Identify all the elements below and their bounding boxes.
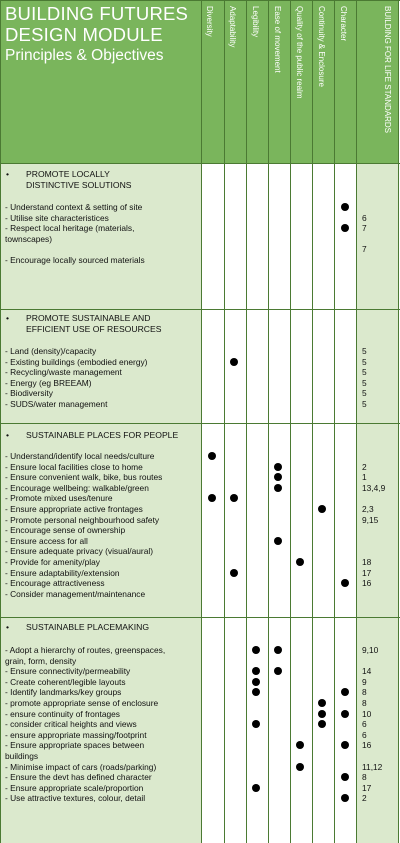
section-cell-bg <box>335 617 356 843</box>
bfl-standard-value: 6 <box>362 729 367 740</box>
col-head-diversity: Diversity <box>205 6 214 37</box>
criteria-dot <box>274 484 282 492</box>
criteria-dot <box>208 452 216 460</box>
objective-row: - Existing buildings (embodied energy) <box>5 356 148 367</box>
bfl-standard-value: 9,15 <box>362 514 379 525</box>
bfl-standard-value: 5 <box>362 377 367 388</box>
section-cell-bg <box>202 163 224 309</box>
bfl-standard-value: 16 <box>362 740 372 751</box>
objective-row: buildings <box>5 751 39 761</box>
objective-row: - Biodiversity <box>5 388 53 399</box>
objective-row: - Energy (eg BREEAM) <box>5 377 92 388</box>
section-cell-bg <box>269 309 290 423</box>
objective-row: - Promote personal neighbourhood safety <box>5 514 160 525</box>
section-cell-bg <box>202 309 224 423</box>
section-cell-bg <box>202 617 224 843</box>
objective-row: - Encourage wellbeing: walkable/green <box>5 482 149 493</box>
objective-row: - Adopt a hierarchy of routes, greenspaces, <box>5 645 166 655</box>
objective-row: townscapes) <box>5 233 53 244</box>
bullet: • <box>6 169 10 179</box>
section-cell-bg <box>247 309 268 423</box>
section-cell-bg <box>291 309 312 423</box>
objective-row: - Encourage sense of ownership <box>5 525 126 536</box>
section-cell-bg <box>247 163 268 309</box>
section-title-line: DISTINCTIVE SOLUTIONS <box>26 179 132 190</box>
objective-row: - ensure appropriate massing/footprint <box>5 729 147 740</box>
bfl-standard-value: 16 <box>362 578 372 589</box>
criteria-dot <box>252 784 260 792</box>
section-cell-bg <box>291 163 312 309</box>
bullet: • <box>6 313 10 323</box>
criteria-dot <box>230 569 238 577</box>
objective-row: - Ensure adaptability/extension <box>5 567 120 578</box>
bfl-standard-value: 7 <box>362 223 367 234</box>
bfl-standard-value: 8 <box>362 698 367 708</box>
col-head-public-realm: Quality of the public realm <box>295 6 304 99</box>
objective-row: - consider critical heights and views <box>5 719 137 730</box>
objective-row: - Encourage attractiveness <box>5 578 105 589</box>
section-cell-bg <box>313 617 334 843</box>
section-cell-bg <box>225 423 246 617</box>
criteria-dot <box>318 505 326 513</box>
objective-row: grain, form, density <box>5 655 77 666</box>
criteria-dot <box>296 763 304 771</box>
objective-row: - Ensure the devt has defined character <box>5 772 152 783</box>
criteria-dot <box>274 646 282 654</box>
title-line-1: BUILDING FUTURES <box>5 3 189 24</box>
section-cell-bg <box>247 423 268 617</box>
section-cell-bg <box>225 309 246 423</box>
section-cell-bg <box>291 423 312 617</box>
section-title-line: EFFICIENT USE OF RESOURCES <box>26 323 162 334</box>
criteria-dot <box>252 678 260 686</box>
bfl-standard-value: 17 <box>362 782 372 793</box>
bfl-standard-value: 18 <box>362 557 372 567</box>
bfl-standard-value: 10 <box>362 708 372 719</box>
section-title-line: SUSTAINABLE PLACES FOR PEOPLE <box>26 430 179 440</box>
objective-row: - Use attractive textures, colour, detail <box>5 793 146 804</box>
criteria-dot <box>318 699 326 707</box>
objective-row: - Land (density)/capacity <box>5 346 97 356</box>
section-cell-bg <box>335 423 356 617</box>
objective-row: - Understand context & setting of site <box>5 202 143 212</box>
criteria-dot <box>318 710 326 718</box>
criteria-dot <box>230 358 238 366</box>
section-cell-bg <box>313 163 334 309</box>
bfl-standard-value: 11,12 <box>362 761 383 772</box>
section-cell-bg <box>335 309 356 423</box>
col-head-adaptability: Adaptability <box>228 6 237 48</box>
bfl-standard-value: 9 <box>362 676 367 687</box>
objective-row: - Provide for amenity/play <box>5 557 100 567</box>
bullet: • <box>6 430 10 440</box>
objective-row: - Minimise impact of cars (roads/parking) <box>5 761 157 772</box>
objective-row: - Identify landmarks/key groups <box>5 687 122 698</box>
bfl-standard-value: 2 <box>362 793 367 804</box>
criteria-dot <box>296 558 304 566</box>
objective-row: - Understand/identify local needs/culture <box>5 451 155 461</box>
objective-row: - Promote mixed uses/tenure <box>5 493 113 504</box>
section-title-line: PROMOTE SUSTAINABLE AND <box>26 313 151 323</box>
objective-row: - Ensure convenient walk, bike, bus routes <box>5 472 163 483</box>
objective-row: - Ensure appropriate scale/proportion <box>5 782 144 793</box>
objective-row: - SUDS/water management <box>5 399 108 409</box>
bfl-standard-value: 6 <box>362 719 367 730</box>
subtitle: Principles & Objectives <box>5 47 164 64</box>
section-cell-bg <box>225 163 246 309</box>
section-cell-bg <box>335 163 356 309</box>
section-cell-bg <box>269 163 290 309</box>
col-head-bfl-standards: BUILDING FOR LIFE STANDARDS <box>383 6 392 133</box>
criteria-dot <box>252 646 260 654</box>
bfl-standard-value: 8 <box>362 772 367 783</box>
bfl-standard-value: 7 <box>362 244 367 255</box>
criteria-dot <box>341 203 349 211</box>
criteria-dot <box>274 537 282 545</box>
bfl-standard-value: 5 <box>362 367 367 378</box>
objective-row: - ensure continuity of frontages <box>5 708 120 719</box>
col-head-ease-of-movement: Ease of movement <box>273 6 282 73</box>
objective-row: - Ensure appropriate active frontages <box>5 504 143 514</box>
bfl-standard-value: 2,3 <box>362 504 374 514</box>
title-line-2: DESIGN MODULE <box>5 24 163 45</box>
bfl-standard-value: 8 <box>362 687 367 698</box>
criteria-dot <box>274 463 282 471</box>
bfl-standard-value: 1 <box>362 472 367 483</box>
section-std-bg <box>357 163 398 309</box>
bfl-standard-value: 6 <box>362 212 367 223</box>
bfl-standard-value: 5 <box>362 399 367 409</box>
objective-row: - promote appropriate sense of enclosure <box>5 698 159 708</box>
bfl-standard-value: 9,10 <box>362 645 379 655</box>
objective-row: - Consider management/maintenance <box>5 588 146 599</box>
bfl-standard-value: 2 <box>362 461 367 472</box>
col-head-continuity-enclosure: Continuity & Enclosure <box>317 6 326 87</box>
objective-row: - Recycling/waste management <box>5 367 122 378</box>
objective-row: - Ensure local facilities close to home <box>5 461 143 472</box>
section-cell-bg <box>313 309 334 423</box>
bfl-standard-value: 17 <box>362 567 372 578</box>
section-cell-bg <box>225 617 246 843</box>
objective-row: - Ensure access for all <box>5 535 88 546</box>
objective-row: - Respect local heritage (materials, <box>5 223 135 234</box>
criteria-dot <box>341 710 349 718</box>
section-cell-bg <box>269 423 290 617</box>
bfl-standard-value: 14 <box>362 666 372 677</box>
objective-row: - Ensure appropriate spaces between <box>5 740 145 751</box>
objective-row: - Create coherent/legible layouts <box>5 676 126 687</box>
objective-row: - Encourage locally sourced materials <box>5 255 145 265</box>
bfl-standard-value: 13,4,9 <box>362 482 386 493</box>
bfl-standard-value: 5 <box>362 346 367 356</box>
bfl-standard-value: 5 <box>362 356 367 367</box>
bullet: • <box>6 622 10 632</box>
col-head-legibility: Legibility <box>251 6 260 38</box>
col-head-character: Character <box>339 6 348 42</box>
bfl-standard-value: 5 <box>362 388 367 399</box>
section-title-line: PROMOTE LOCALLY <box>26 169 110 179</box>
objective-row: - Ensure adequate privacy (visual/aural) <box>5 546 154 557</box>
section-cell-bg <box>291 617 312 843</box>
section-cell-bg <box>313 423 334 617</box>
objective-row: - Ensure connectivity/permeability <box>5 666 131 677</box>
section-title-line: SUSTAINABLE PLACEMAKING <box>26 622 150 632</box>
objective-row: - Utilise site characteristices <box>5 212 109 223</box>
